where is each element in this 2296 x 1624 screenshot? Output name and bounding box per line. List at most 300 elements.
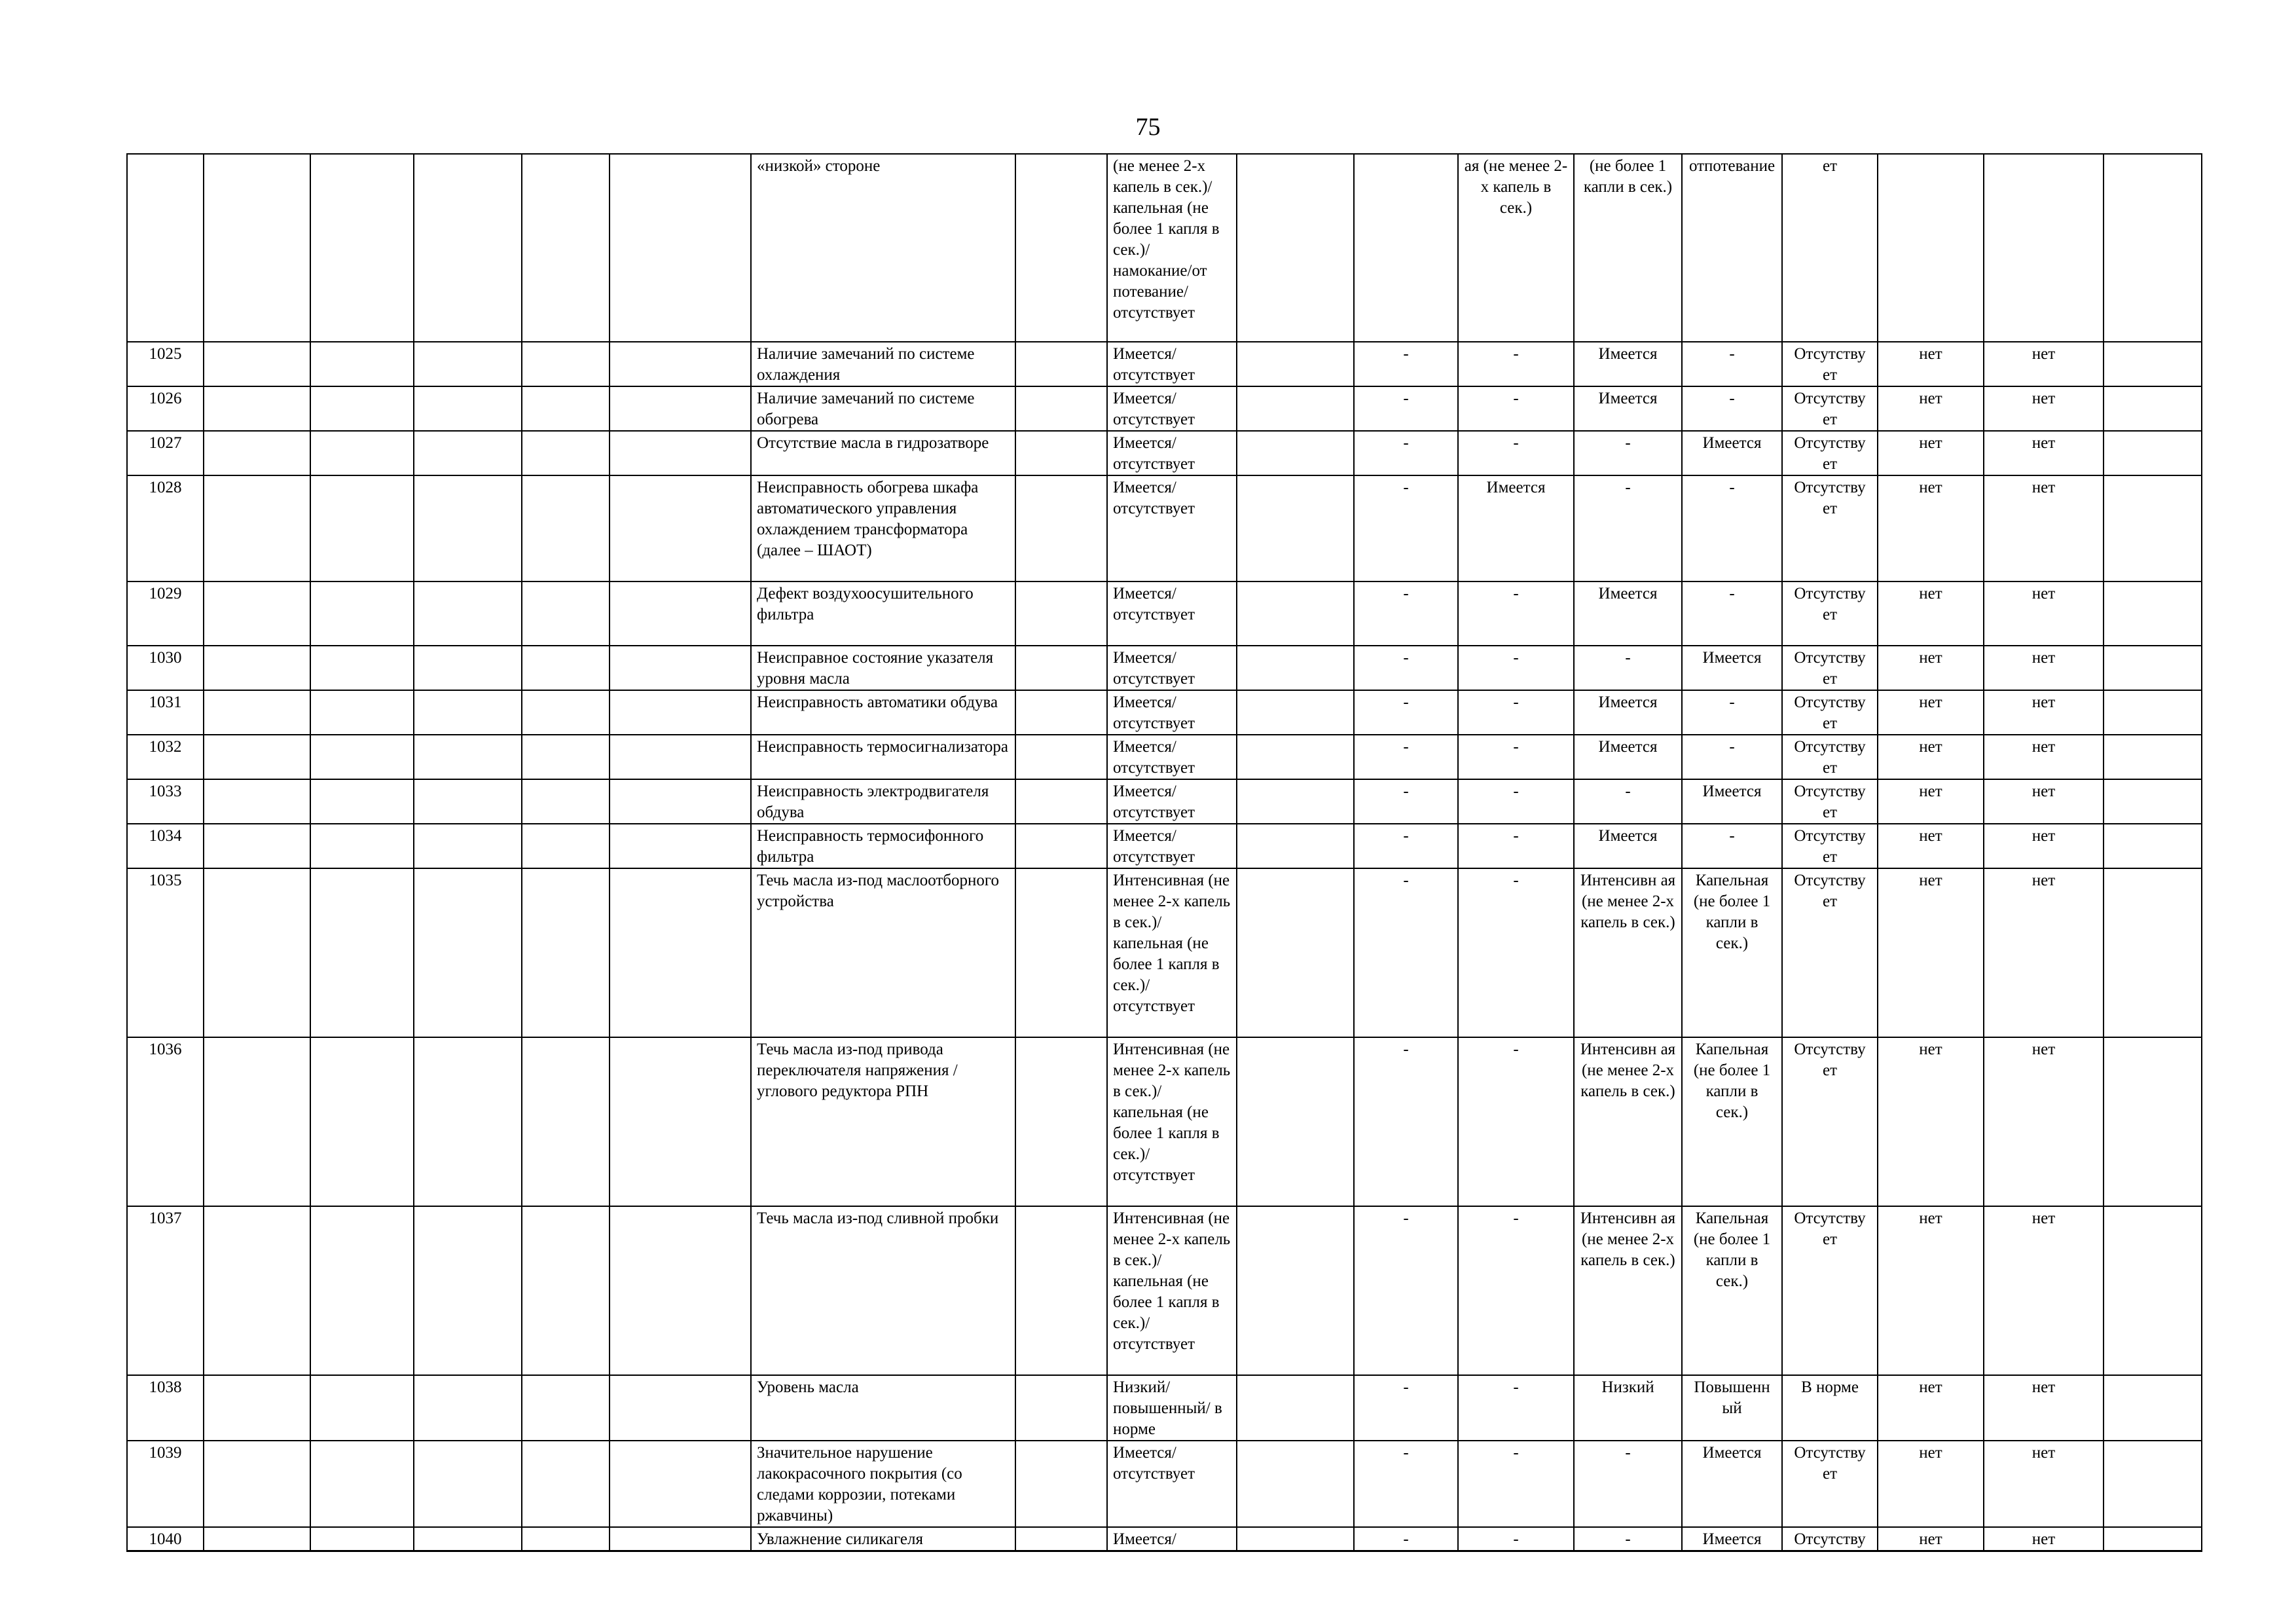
row-number: 1029 [127, 581, 204, 646]
value-cell: - [1574, 475, 1682, 581]
value-cell: Имеется [1574, 386, 1682, 431]
value-cell: - [1458, 1037, 1574, 1206]
value-cell: - [1574, 1441, 1682, 1527]
value-cell: - [1458, 581, 1574, 646]
value-cell: (не более 1 капли в сек.) [1574, 154, 1682, 342]
possible-values: Имеется/ отсутствует [1107, 646, 1237, 690]
possible-values: Интенсивная (не менее 2-х капель в сек.)/ капельная (не более 1 капля в сек.)/ отсутствует [1107, 868, 1237, 1037]
defect-name: «низкой» стороне [751, 154, 1015, 342]
table-row [127, 735, 2202, 779]
result-cell: нет [1878, 1037, 1984, 1206]
row-number [127, 154, 204, 342]
empty-cell [310, 779, 414, 824]
empty-cell [204, 1037, 310, 1206]
table-row [127, 824, 2202, 868]
value-cell: Интенсивн ая (не менее 2-х капель в сек.) [1574, 868, 1682, 1037]
value-cell: - [1458, 735, 1574, 779]
defect-name: Неисправность термосифонного фильтра [751, 824, 1015, 868]
result-cell: нет [1878, 646, 1984, 690]
defect-name: Наличие замечаний по системе охлаждения [751, 342, 1015, 386]
possible-values: Имеется/ отсутствует [1107, 581, 1237, 646]
empty-cell [522, 581, 610, 646]
value-cell: - [1354, 1037, 1458, 1206]
empty-cell [522, 1206, 610, 1375]
empty-cell [310, 386, 414, 431]
empty-cell [414, 154, 522, 342]
value-cell: Имеется [1574, 581, 1682, 646]
empty-cell [2104, 431, 2202, 475]
empty-cell [1237, 342, 1354, 386]
table-row [127, 342, 2202, 386]
row-number: 1036 [127, 1037, 204, 1206]
table-row [127, 386, 2202, 431]
empty-cell [2104, 1375, 2202, 1441]
result-cell: нет [1878, 431, 1984, 475]
empty-cell [414, 1206, 522, 1375]
empty-cell [610, 386, 751, 431]
empty-cell [1015, 779, 1107, 824]
result-cell: нет [1878, 1527, 1984, 1551]
empty-cell [2104, 342, 2202, 386]
empty-cell [522, 690, 610, 735]
row-number: 1032 [127, 735, 204, 779]
possible-values: Интенсивная (не менее 2-х капель в сек.)/ капельная (не более 1 капля в сек.)/ отсутствует [1107, 1037, 1237, 1206]
empty-cell [1237, 154, 1354, 342]
empty-cell [1015, 1037, 1107, 1206]
value-cell: Имеется [1682, 646, 1782, 690]
value-cell: Имеется [1574, 824, 1682, 868]
row-number: 1025 [127, 342, 204, 386]
empty-cell [1237, 824, 1354, 868]
table-row [127, 690, 2202, 735]
empty-cell [610, 690, 751, 735]
result-cell: нет [1984, 735, 2104, 779]
result-cell: нет [1984, 475, 2104, 581]
empty-cell [1015, 581, 1107, 646]
norm-value: Отсутству ет [1782, 581, 1878, 646]
value-cell: - [1354, 779, 1458, 824]
empty-cell [610, 1527, 751, 1551]
table-row [127, 154, 2202, 342]
empty-cell [414, 1527, 522, 1551]
empty-cell [414, 690, 522, 735]
possible-values: Имеется/ отсутствует [1107, 690, 1237, 735]
value-cell: Имеется [1682, 431, 1782, 475]
possible-values: Имеется/ отсутствует [1107, 431, 1237, 475]
empty-cell [2104, 779, 2202, 824]
result-cell: нет [1878, 342, 1984, 386]
empty-cell [2104, 1206, 2202, 1375]
value-cell: - [1354, 581, 1458, 646]
empty-cell [414, 824, 522, 868]
empty-cell [310, 581, 414, 646]
empty-cell [522, 1441, 610, 1527]
defect-name: Отсутствие масла в гидрозатворе [751, 431, 1015, 475]
empty-cell [1237, 690, 1354, 735]
norm-value: Отсутству ет [1782, 646, 1878, 690]
empty-cell [1015, 735, 1107, 779]
value-cell: - [1354, 431, 1458, 475]
value-cell: - [1354, 735, 1458, 779]
empty-cell [522, 386, 610, 431]
empty-cell [310, 1037, 414, 1206]
possible-values: Имеется/ отсутствует [1107, 1441, 1237, 1527]
result-cell: нет [1878, 868, 1984, 1037]
empty-cell [522, 824, 610, 868]
empty-cell [1237, 735, 1354, 779]
empty-cell [2104, 581, 2202, 646]
value-cell: - [1354, 646, 1458, 690]
defect-name: Наличие замечаний по системе обогрева [751, 386, 1015, 431]
result-cell: нет [1878, 1375, 1984, 1441]
empty-cell [1237, 1206, 1354, 1375]
row-number: 1035 [127, 868, 204, 1037]
row-number: 1028 [127, 475, 204, 581]
norm-value: Отсутству ет [1782, 779, 1878, 824]
empty-cell [1237, 581, 1354, 646]
empty-cell [310, 735, 414, 779]
empty-cell [2104, 690, 2202, 735]
empty-cell [522, 735, 610, 779]
table-row [127, 868, 2202, 1037]
empty-cell [522, 1527, 610, 1551]
norm-value: Отсутству ет [1782, 735, 1878, 779]
empty-cell [1015, 342, 1107, 386]
empty-cell [204, 581, 310, 646]
norm-value: Отсутству ет [1782, 868, 1878, 1037]
value-cell: Имеется [1682, 1527, 1782, 1551]
empty-cell [1237, 779, 1354, 824]
value-cell: - [1458, 824, 1574, 868]
value-cell: - [1682, 690, 1782, 735]
possible-values: Имеется/ [1107, 1527, 1237, 1551]
empty-cell [414, 431, 522, 475]
table-row [127, 475, 2202, 581]
empty-cell [1015, 1527, 1107, 1551]
value-cell: - [1354, 1375, 1458, 1441]
empty-cell [522, 779, 610, 824]
result-cell: нет [1984, 779, 2104, 824]
empty-cell [610, 1206, 751, 1375]
value-cell: - [1458, 690, 1574, 735]
empty-cell [610, 735, 751, 779]
empty-cell [610, 1375, 751, 1441]
empty-cell [522, 1375, 610, 1441]
value-cell: Имеется [1682, 779, 1782, 824]
result-cell: нет [1984, 431, 2104, 475]
defect-name: Неисправность термосигнализатора [751, 735, 1015, 779]
result-cell: нет [1878, 735, 1984, 779]
table-row [127, 1375, 2202, 1441]
empty-cell [414, 1037, 522, 1206]
empty-cell [522, 475, 610, 581]
possible-values: Имеется/ отсутствует [1107, 342, 1237, 386]
empty-cell [610, 342, 751, 386]
row-number: 1031 [127, 690, 204, 735]
value-cell: - [1682, 735, 1782, 779]
empty-cell [414, 735, 522, 779]
value-cell: - [1682, 824, 1782, 868]
empty-cell [1237, 431, 1354, 475]
empty-cell [2104, 1441, 2202, 1527]
norm-value: Отсутству ет [1782, 431, 1878, 475]
empty-cell [1015, 824, 1107, 868]
value-cell: - [1574, 646, 1682, 690]
empty-cell [1015, 154, 1107, 342]
table-row [127, 581, 2202, 646]
empty-cell [1237, 1441, 1354, 1527]
possible-values: (не менее 2-х капель в сек.)/ капельная (не более 1 капля в сек.)/ намокание/от потевание/ отсутствует [1107, 154, 1237, 342]
defect-name: Неисправное состояние указателя уровня масла [751, 646, 1015, 690]
norm-value: Отсутству ет [1782, 386, 1878, 431]
norm-value: Отсутству ет [1782, 1206, 1878, 1375]
value-cell: - [1354, 824, 1458, 868]
empty-cell [310, 475, 414, 581]
table-row [127, 1441, 2202, 1527]
result-cell: нет [1984, 386, 2104, 431]
empty-cell [204, 1527, 310, 1551]
empty-cell [204, 646, 310, 690]
table-row [127, 779, 2202, 824]
empty-cell [1237, 1527, 1354, 1551]
empty-cell [610, 1037, 751, 1206]
empty-cell [310, 690, 414, 735]
empty-cell [204, 824, 310, 868]
norm-value: Отсутству ет [1782, 1441, 1878, 1527]
value-cell: - [1354, 1527, 1458, 1551]
result-cell: нет [1878, 386, 1984, 431]
empty-cell [2104, 735, 2202, 779]
empty-cell [2104, 386, 2202, 431]
value-cell: Капельная (не более 1 капли в сек.) [1682, 868, 1782, 1037]
empty-cell [414, 342, 522, 386]
possible-values: Имеется/ отсутствует [1107, 735, 1237, 779]
row-number: 1040 [127, 1527, 204, 1551]
norm-value: Отсутству ет [1782, 475, 1878, 581]
norm-value: В норме [1782, 1375, 1878, 1441]
empty-cell [610, 154, 751, 342]
value-cell: Имеется [1458, 475, 1574, 581]
value-cell: - [1458, 1441, 1574, 1527]
value-cell: - [1458, 386, 1574, 431]
norm-value: Отсутству ет [1782, 824, 1878, 868]
value-cell: Интенсивн ая (не менее 2-х капель в сек.) [1574, 1037, 1682, 1206]
empty-cell [1015, 868, 1107, 1037]
result-cell: нет [1984, 690, 2104, 735]
defect-name: Дефект воздухоосушительного фильтра [751, 581, 1015, 646]
value-cell: Интенсивн ая (не менее 2-х капель в сек.) [1574, 1206, 1682, 1375]
empty-cell [1237, 646, 1354, 690]
result-cell: нет [1984, 1375, 2104, 1441]
value-cell: - [1682, 581, 1782, 646]
value-cell: - [1574, 1527, 1682, 1551]
value-cell [1354, 154, 1458, 342]
defect-name: Течь масла из-под маслоотборного устройства [751, 868, 1015, 1037]
value-cell: Имеется [1574, 735, 1682, 779]
empty-cell [414, 386, 522, 431]
defect-name: Неисправность автоматики обдува [751, 690, 1015, 735]
value-cell: Капельная (не более 1 капли в сек.) [1682, 1206, 1782, 1375]
possible-values: Имеется/ отсутствует [1107, 386, 1237, 431]
table-row [127, 1527, 2202, 1551]
value-cell: - [1458, 779, 1574, 824]
defect-name: Неисправность обогрева шкафа автоматического управления охлаждением трансформатора (далее – ШАОТ) [751, 475, 1015, 581]
empty-cell [2104, 868, 2202, 1037]
result-cell: нет [1984, 646, 2104, 690]
value-cell: - [1682, 342, 1782, 386]
value-cell: Повышенн ый [1682, 1375, 1782, 1441]
empty-cell [310, 646, 414, 690]
result-cell [1984, 154, 2104, 342]
empty-cell [522, 154, 610, 342]
value-cell: - [1458, 1206, 1574, 1375]
possible-values: Интенсивная (не менее 2-х капель в сек.)/ капельная (не более 1 капля в сек.)/ отсутствует [1107, 1206, 1237, 1375]
page-number: 75 [1135, 113, 1161, 141]
value-cell: - [1354, 342, 1458, 386]
empty-cell [310, 1441, 414, 1527]
value-cell: - [1682, 386, 1782, 431]
empty-cell [204, 1441, 310, 1527]
value-cell: - [1458, 646, 1574, 690]
empty-cell [204, 1375, 310, 1441]
table-row [127, 431, 2202, 475]
empty-cell [1015, 386, 1107, 431]
norm-value: Отсутству ет [1782, 1037, 1878, 1206]
result-cell: нет [1984, 1441, 2104, 1527]
empty-cell [204, 342, 310, 386]
empty-cell [2104, 1037, 2202, 1206]
result-cell: нет [1984, 868, 2104, 1037]
value-cell: - [1354, 386, 1458, 431]
empty-cell [310, 431, 414, 475]
result-cell: нет [1984, 1527, 2104, 1551]
value-cell: - [1354, 690, 1458, 735]
result-cell: нет [1878, 779, 1984, 824]
empty-cell [204, 779, 310, 824]
value-cell: - [1354, 868, 1458, 1037]
empty-cell [310, 824, 414, 868]
result-cell: нет [1984, 824, 2104, 868]
result-cell: нет [1878, 1206, 1984, 1375]
empty-cell [414, 868, 522, 1037]
row-number: 1037 [127, 1206, 204, 1375]
result-cell: нет [1878, 475, 1984, 581]
empty-cell [522, 431, 610, 475]
empty-cell [1015, 1206, 1107, 1375]
empty-cell [610, 779, 751, 824]
defects-table [126, 153, 2202, 1552]
defect-name: Увлажнение силикагеля [751, 1527, 1015, 1551]
defect-name: Уровень масла [751, 1375, 1015, 1441]
empty-cell [610, 431, 751, 475]
empty-cell [414, 475, 522, 581]
empty-cell [610, 868, 751, 1037]
empty-cell [204, 431, 310, 475]
value-cell: - [1682, 475, 1782, 581]
result-cell: нет [1878, 581, 1984, 646]
defect-name: Значительное нарушение лакокрасочного покрытия (со следами коррозии, потеками ржавчины) [751, 1441, 1015, 1527]
value-cell: ая (не менее 2-х капель в сек.) [1458, 154, 1574, 342]
value-cell: - [1458, 431, 1574, 475]
empty-cell [1237, 1037, 1354, 1206]
empty-cell [414, 1375, 522, 1441]
empty-cell [414, 1441, 522, 1527]
value-cell: - [1574, 431, 1682, 475]
empty-cell [522, 1037, 610, 1206]
empty-cell [610, 646, 751, 690]
result-cell [1878, 154, 1984, 342]
result-cell: нет [1878, 690, 1984, 735]
defect-name: Течь масла из-под сливной пробки [751, 1206, 1015, 1375]
empty-cell [2104, 1527, 2202, 1551]
empty-cell [204, 1206, 310, 1375]
value-cell: - [1458, 1375, 1574, 1441]
defect-name: Течь масла из-под привода переключателя напряжения / углового редуктора РПН [751, 1037, 1015, 1206]
empty-cell [1015, 1441, 1107, 1527]
result-cell: нет [1878, 1441, 1984, 1527]
value-cell: Имеется [1574, 690, 1682, 735]
empty-cell [310, 868, 414, 1037]
row-number: 1033 [127, 779, 204, 824]
value-cell: Низкий [1574, 1375, 1682, 1441]
empty-cell [610, 824, 751, 868]
table-row [127, 1206, 2202, 1375]
empty-cell [1237, 475, 1354, 581]
value-cell: - [1458, 1527, 1574, 1551]
value-cell: Имеется [1682, 1441, 1782, 1527]
empty-cell [610, 1441, 751, 1527]
row-number: 1039 [127, 1441, 204, 1527]
value-cell: - [1458, 342, 1574, 386]
empty-cell [204, 386, 310, 431]
table-row [127, 646, 2202, 690]
value-cell: Имеется [1574, 342, 1682, 386]
empty-cell [1237, 386, 1354, 431]
empty-cell [522, 342, 610, 386]
empty-cell [310, 1527, 414, 1551]
empty-cell [1015, 690, 1107, 735]
possible-values: Низкий/ повышенный/ в норме [1107, 1375, 1237, 1441]
value-cell: - [1354, 1206, 1458, 1375]
empty-cell [204, 868, 310, 1037]
empty-cell [414, 779, 522, 824]
empty-cell [1015, 475, 1107, 581]
row-number: 1034 [127, 824, 204, 868]
row-number: 1030 [127, 646, 204, 690]
empty-cell [522, 646, 610, 690]
value-cell: - [1354, 1441, 1458, 1527]
empty-cell [1015, 1375, 1107, 1441]
empty-cell [2104, 475, 2202, 581]
empty-cell [610, 581, 751, 646]
empty-cell [610, 475, 751, 581]
norm-value: Отсутству [1782, 1527, 1878, 1551]
possible-values: Имеется/ отсутствует [1107, 475, 1237, 581]
empty-cell [204, 735, 310, 779]
norm-value: ет [1782, 154, 1878, 342]
empty-cell [522, 868, 610, 1037]
result-cell: нет [1984, 581, 2104, 646]
norm-value: Отсутству ет [1782, 690, 1878, 735]
norm-value: Отсутству ет [1782, 342, 1878, 386]
empty-cell [414, 581, 522, 646]
table-row [127, 1037, 2202, 1206]
value-cell: - [1458, 868, 1574, 1037]
result-cell: нет [1984, 342, 2104, 386]
empty-cell [204, 690, 310, 735]
empty-cell [2104, 154, 2202, 342]
defect-name: Неисправность электродвигателя обдува [751, 779, 1015, 824]
